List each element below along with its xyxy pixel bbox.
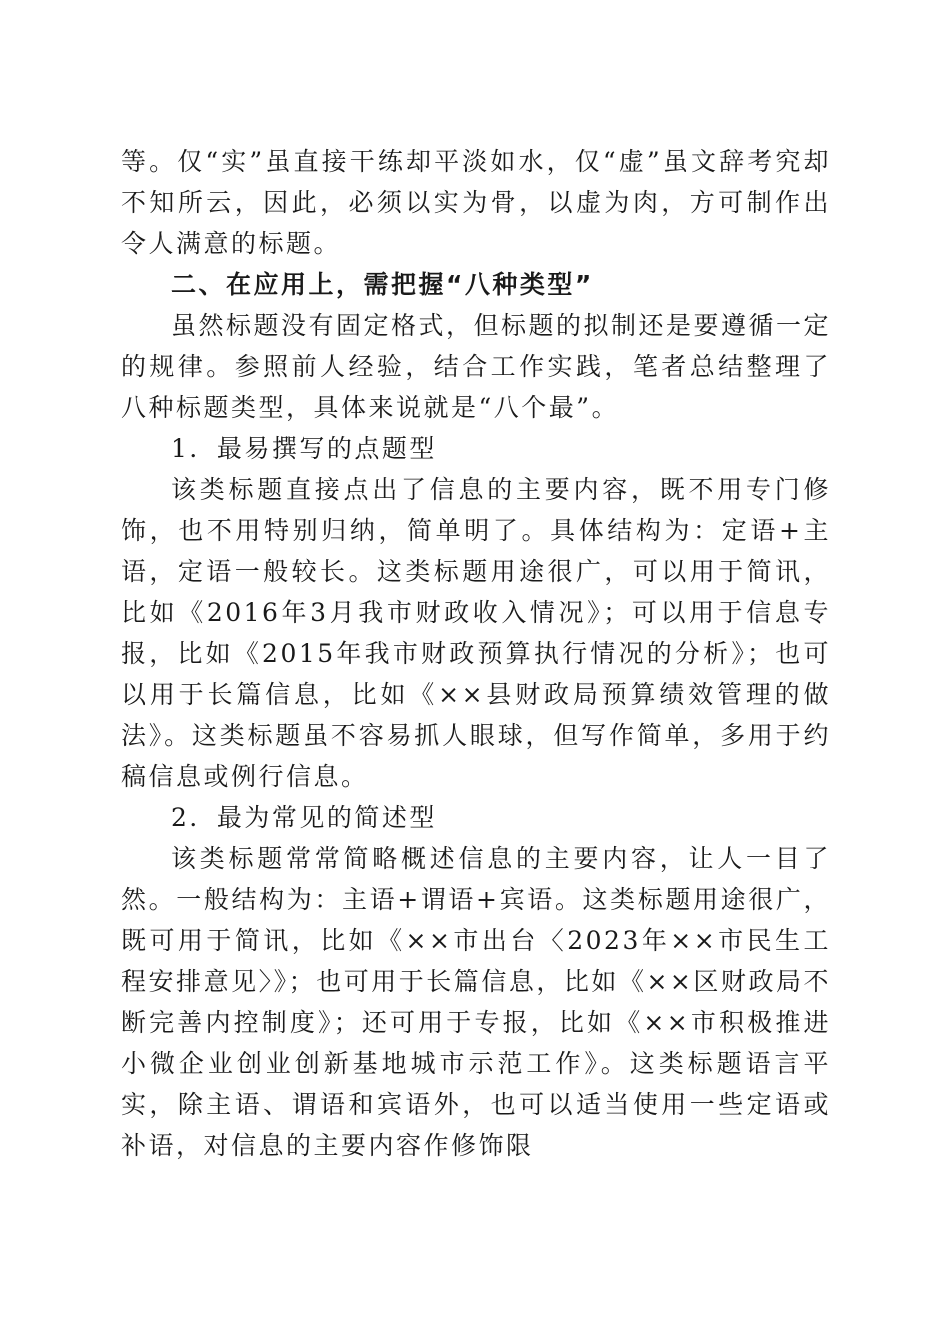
document-body	[121, 141, 831, 1166]
section-heading: 二、在应用上，需把握“八种类型”	[171, 270, 594, 299]
paragraph-continuation: 等。仅“实”虽直接干练却平淡如水，仅“虚”虽文辞考究却不知所云，因此，必须以实为骨，以虚为肉，方可制作出令人满意的标题。	[121, 147, 831, 258]
paragraph-intro: 虽然标题没有固定格式，但标题的拟制还是要遵循一定的规律。参照前人经验，结合工作实践，笔者总结整理了八种标题类型，具体来说就是“八个最”。	[121, 311, 832, 422]
paragraph-type-2: 该类标题常常简略概述信息的主要内容，让人一目了然。一般结构为：主语+谓语+宾语。这类标题用途很广，既可用于简讯，比如《××市出台〈2023年××市民生工程安排意见〉》；也可用于长篇信息，比如《××区财政局不断完善内控制度》；还可用于专报，比如《××市积极推进小微企业创业创新基地城市示范工作》。这类标题语言平实，除主语、谓语和宾语外，也可以适当使用一些定语或补语，对信息的主要内容作修饰限	[121, 844, 831, 1160]
paragraph-type-1: 该类标题直接点出了信息的主要内容，既不用专门修饰，也不用特别归纳，简单明了。具体结构为：定语+主语，定语一般较长。这类标题用途很广，可以用于简讯，比如《2016年3月我市财政收入情况》；可以用于信息专报，比如《2015年我市财政预算执行情况的分析》；也可以用于长篇信息，比如《××县财政局预算绩效管理的做法》。这类标题虽不容易抓人眼球，但写作简单，多用于约稿信息或例行信息。	[121, 475, 831, 791]
subheading-2: 2．最为常见的简述型	[171, 803, 437, 832]
subheading-1: 1．最易撰写的点题型	[171, 434, 437, 463]
